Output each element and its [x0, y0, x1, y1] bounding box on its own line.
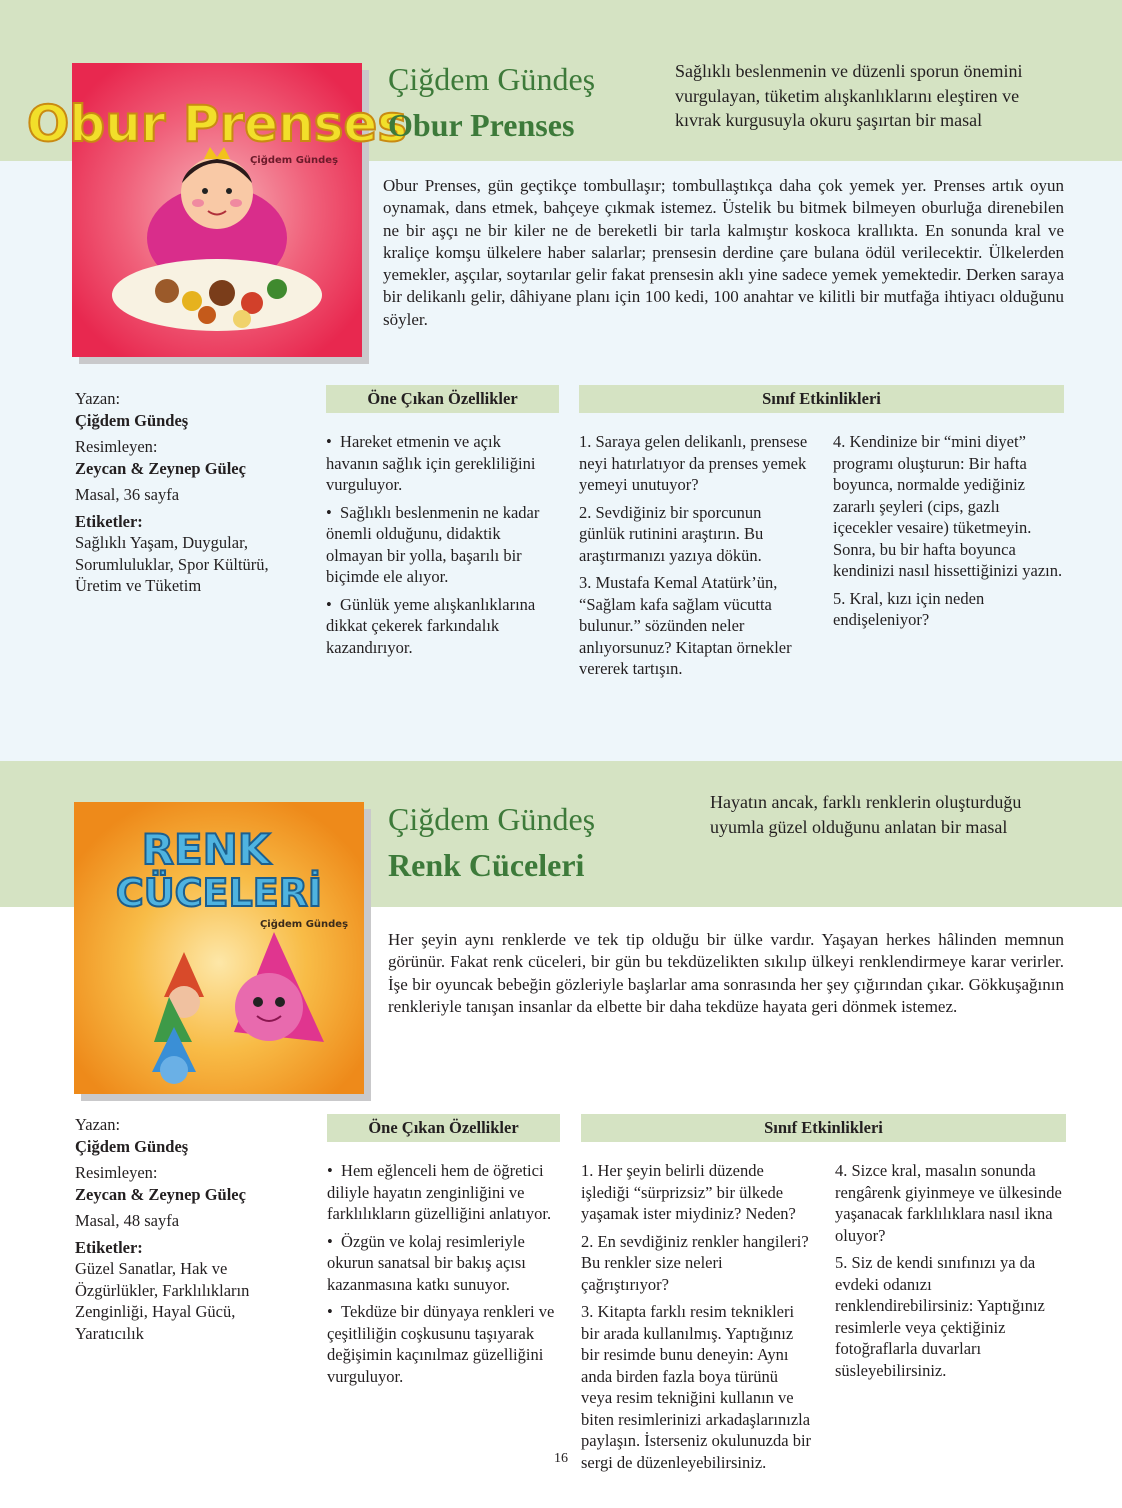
- tagline-line: vurgulayan, tüketim alışkanlıklarını eleştiren ve: [675, 85, 1020, 106]
- activity-item: 3. Mustafa Kemal Atatürk’ün, “Sağlam kafa sağlam vücutta bulunur.” sözünden neler anlıyorsunuz? Kitaptan örnekler vererek tartışın.: [579, 573, 792, 678]
- book-cover-obur-prenses: [26, 63, 408, 357]
- author-label: Yazan:: [75, 389, 121, 408]
- cover-illustration: [74, 802, 364, 1094]
- features-list: [327, 1160, 563, 1393]
- activity-item: 5. Kral, kızı için neden endişeleniyor?: [833, 588, 985, 629]
- activity-item: 3. Kitapta farklı resim teknikleri bir arada kullanılmış. Yaptığınız bir resimde bunu deneyin: Aynı anda birden fazla boya türünü veya resim tekniğini kullanın ve biten resimlerinizi arkadaşlarınızla paylaşın. İsterseniz okulunuzda bir sergi de düzenleyebilirsiniz.: [581, 1302, 812, 1472]
- book-tagline: [710, 790, 1100, 839]
- feature-item: • Tekdüze bir dünyaya renkleri ve çeşitliliğin coşkusunu taşıyarak değişimin kaçınılmaz güzelliğini vurguluyor.: [327, 1301, 563, 1387]
- activities-column-2: [835, 1160, 1065, 1387]
- book-meta: [75, 1114, 300, 1344]
- book-title: Obur Prenses: [388, 107, 575, 143]
- princess-face-icon: [181, 157, 253, 229]
- cover-title-art-line1: RENK: [141, 825, 271, 874]
- book-format: Masal, 36 sayfa: [75, 485, 180, 504]
- activities-column-2: [833, 431, 1063, 637]
- author-name: Çiğdem Gündeş: [75, 410, 189, 430]
- book-meta: [75, 388, 300, 597]
- book-author-heading: Çiğdem Gündeş: [388, 61, 596, 97]
- tags-list: Sağlıklı Yaşam, Duygular, Sorumluluklar, Spor Kültürü, Üretim ve Tüketim: [75, 533, 269, 595]
- book-summary: Her şeyin aynı renklerde ve tek tip olduğu bir ülke vardır. Yaşayan herkes hâlinden memnun görünür. Fakat renk cüceleri, bir gün bu tekdüzelikten sıkılıp ülkeyi renklendirmeye karar verirler. İşe bir oyuncak bebeğin gözleriyle başlarlar ama sonrasında her şey çığırından çıkar. Gökkuşağının renkleriyle tanışan insanlar da elbette bir daha tekdüze hayata geri dönmek istemez.: [388, 930, 1064, 1016]
- feature-item: • Günlük yeme alışkanlıklarına dikkat çekerek farkındalık kazandırıyor.: [326, 594, 556, 659]
- cover-author-art: Çiğdem Gündeş: [249, 155, 339, 166]
- cover-author-art: Çiğdem Gündeş: [259, 919, 349, 930]
- activity-item: 2. En sevdiğiniz renkler hangileri? Bu renkler size neleri çağrıştırıyor?: [581, 1231, 809, 1294]
- activity-item: 2. Sevdiğiniz bir sporcunun günlük rutinini araştırın. Bu araştırmanızı yazıya dökün.: [579, 502, 764, 565]
- tagline-line: Sağlıklı beslenmenin ve düzenli sporun önemini: [675, 61, 1023, 81]
- page-number: 16: [554, 1451, 568, 1466]
- activities-column-1: [581, 1160, 813, 1479]
- book-author-heading: Çiğdem Gündeş: [388, 801, 596, 837]
- book-cover-renk-cuceleri: [74, 802, 364, 1094]
- feature-item: • Sağlıklı beslenmenin ne kadar önemli olduğunu, didaktik olmayan bir yolla, başarılı bir biçimde ele alıyor.: [326, 502, 556, 588]
- activities-header: Sınıf Etkinlikleri: [581, 1114, 1066, 1142]
- tagline-line: kıvrak kurgusuyla okuru şaşırtan bir masal: [675, 110, 983, 130]
- activities-column-1: [579, 431, 809, 686]
- tagline-line: Hayatın ancak, farklı renklerin oluşturduğu: [710, 792, 1022, 812]
- tags-label: Etiketler:: [75, 511, 143, 531]
- activity-item: 4. Sizce kral, masalın sonunda rengârenk giyinmeye ve ülkesinde yaşanacak farklılıklara nasıl ikna oluyor?: [835, 1161, 1062, 1245]
- feature-item: • Özgün ve kolaj resimleriyle okurun sanatsal bir bakış açısı kazanmasına katkı sunuyor.: [327, 1231, 563, 1296]
- book-summary: Obur Prenses, gün geçtikçe tombullaşır; tombullaştıkça daha çok yemek yer. Prenses artık oyun oynamak, dans etmek, bahçeye çıkmak istemez. Üstelik bu bitmek bilmeyen oburluğa direnebilen ne bir aşçı ne bir kiler ne de bereketli bir tarla kalmıştır koskoca krallıkta. En sonunda kral ve kraliçe komşu ülkelere haber salarlar; prensesin derdine çare bulana ödül verilecektir. Ülkelerden yemekler, aşçılar, soytarılar gelir fakat prensesin aklı yine sadece yemek yemektedir. Derken saraya bir delikanlı gelir, dâhiyane planı için 100 kedi, 100 anahtar ve kilitli bir mutfağa ihtiyacı olduğunu söyler.: [383, 176, 1064, 329]
- illustrator-name: Zeycan & Zeynep Güleç: [75, 458, 246, 478]
- feature-item: • Hem eğlenceli hem de öğretici diliyle hayatın zenginliğini ve farklılıkların güzelliğini anlatıyor.: [327, 1160, 563, 1225]
- illustrator-label: Resimleyen:: [75, 437, 158, 456]
- author-label: Yazan:: [75, 1115, 121, 1134]
- illustrator-name: Zeycan & Zeynep Güleç: [75, 1184, 246, 1204]
- features-header: Öne Çıkan Özellikler: [327, 1114, 560, 1142]
- features-list: [326, 431, 556, 664]
- tags-list: Güzel Sanatlar, Hak ve Özgürlükler, Farklılıkların Zenginliği, Hayal Gücü, Yaratıcılık: [75, 1259, 250, 1343]
- activity-item: 1. Saraya gelen delikanlı, prensese neyi hatırlatıyor da prenses yemek yemeyi unutuyor?: [579, 432, 808, 494]
- tagline-line: uyumla güzel olduğunu anlatan bir masal: [710, 816, 1008, 837]
- activity-item: 5. Siz de kendi sınıfınızı ya da evdeki odanızı renklendirebilirsiniz: Yaptığınız resimlerle veya çektiğiniz fotoğraflarla duvarları süsleyebilirsiniz.: [835, 1253, 1045, 1380]
- cover-title-art: Obur Prenses: [26, 95, 408, 153]
- feature-item: • Hareket etmenin ve açık havanın sağlık için gerekliliğini vurguluyor.: [326, 431, 556, 496]
- cover-title-art-line2: CÜCELERİ: [115, 871, 323, 915]
- cover-illustration: [26, 63, 408, 357]
- activity-item: 4. Kendinize bir “mini diyet” programı oluşturun: Bir hafta boyunca, normalde yediğiniz zararlı şeyleri (cips, gazlı içecekler vesaire) tüketmeyin. Sonra, bu bir hafta boyunca kendinizi nasıl hissettiğinizi yazın.: [833, 432, 1063, 580]
- activities-header: Sınıf Etkinlikleri: [579, 385, 1064, 413]
- features-header: Öne Çıkan Özellikler: [326, 385, 559, 413]
- book-tagline: [675, 59, 1095, 133]
- activity-item: 1. Her şeyin belirli düzende işlediği “sürprizsiz” bir ülkede yaşamak ister miydiniz? Neden?: [581, 1161, 796, 1223]
- illustrator-label: Resimleyen:: [75, 1163, 158, 1182]
- book-title: Renk Cüceleri: [388, 847, 585, 883]
- tags-label: Etiketler:: [75, 1237, 143, 1257]
- book-format: Masal, 48 sayfa: [75, 1211, 180, 1230]
- author-name: Çiğdem Gündeş: [75, 1136, 189, 1156]
